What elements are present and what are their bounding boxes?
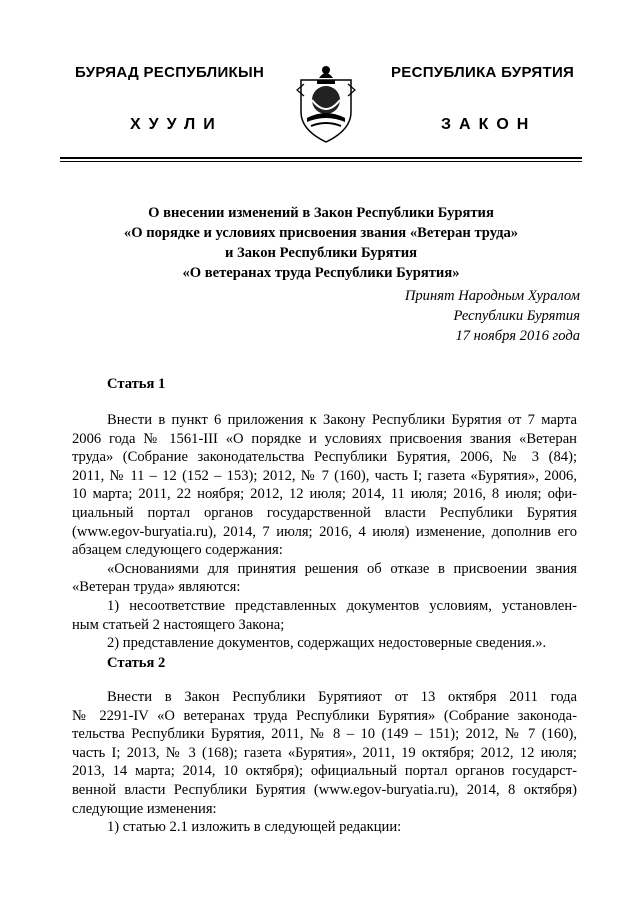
adoption-line: 17 ноября 2016 года bbox=[455, 328, 580, 344]
article-2-heading: Статья 2 bbox=[107, 655, 166, 671]
text-line: Внести в Закон Республики Бурятияот от 13 октября 2011 года bbox=[107, 689, 577, 705]
text-line: абзацем следующего содержания: bbox=[72, 542, 283, 559]
header-left-republic: БУРЯАД РЕСПУБЛИКЫН bbox=[75, 64, 265, 81]
title-line: «О порядке и условиях присвоения звания «Ветеран труда» bbox=[123, 225, 519, 241]
text-line: 2006 года № 1561-III «О порядке и условиях присвоения звания «Ветеран bbox=[72, 430, 577, 447]
law-title bbox=[60, 203, 582, 283]
article-2-body bbox=[72, 688, 577, 837]
text-line: Внести в пункт 6 приложения к Закону Республики Бурятия от 7 марта bbox=[107, 412, 577, 428]
text-line: № 2291-IV «О ветеранах труда Республики Бурятия» (Собрание законода- bbox=[72, 707, 577, 724]
header-left-law: ХУУЛИ bbox=[130, 116, 223, 133]
header-divider-thin bbox=[60, 161, 582, 162]
text-line: 2013, 14 марта; 2014, 10 октября); официальный портал органов государст- bbox=[72, 763, 577, 780]
text-line: труда» (Собрание законодательства Республики Бурятия, 2006, № 3 (84); bbox=[72, 449, 577, 466]
article-1-heading: Статья 1 bbox=[107, 376, 166, 392]
adoption-note bbox=[405, 286, 580, 346]
text-line: 1) несоответствие представленных документов условиям, установлен- bbox=[107, 597, 577, 614]
title-line: и Закон Республики Бурятия bbox=[224, 245, 418, 261]
header-right-law: ЗАКОН bbox=[441, 116, 537, 133]
adoption-line: Принят Народным Хуралом bbox=[404, 288, 580, 304]
text-line: 10 марта; 2011, 22 ноября; 2012, 12 июля; 2014, 11 июля; 2016, 8 июля; офи- bbox=[72, 486, 577, 503]
text-line: «Основаниями для принятия решения об отказе в присвоении звания bbox=[107, 560, 577, 577]
text-line: 1) статью 2.1 изложить в следующей редакции: bbox=[107, 819, 402, 836]
text-line: циальный портал органов государственной власти Республики Бурятия bbox=[72, 504, 577, 521]
text-line: часть I; 2013, № 3 (168); газета «Бурятия», 2011, 19 октября; 2012, 12 июля; bbox=[72, 744, 577, 761]
text-line: 2) представление документов, содержащих недостоверные сведения.». bbox=[107, 635, 547, 652]
text-line: следующие изменения: bbox=[72, 800, 217, 817]
article-1-body bbox=[72, 411, 577, 653]
adoption-line: Республики Бурятия bbox=[453, 308, 580, 324]
text-line: тельства Республики Бурятия, 2011, № 8 – 10 (149 – 151); 2012, № 7 (160), bbox=[72, 726, 577, 743]
text-line: венной власти Республики Бурятия (www.egov-buryatia.ru), 2014, 8 октября) bbox=[72, 781, 577, 798]
header-divider-thick bbox=[60, 157, 582, 159]
coat-of-arms-icon bbox=[295, 60, 357, 144]
text-line: «Ветеран труда» являются: bbox=[72, 579, 241, 596]
text-line: 2011, № 11 – 12 (152 – 153); 2012, № 7 (160), часть I; газета «Бурятия», 2006, bbox=[72, 467, 577, 484]
title-line: «О ветеранах труда Республики Бурятия» bbox=[182, 265, 460, 281]
text-line: ным статьей 2 настоящего Закона; bbox=[72, 616, 285, 633]
header-right-republic: РЕСПУБЛИКА БУРЯТИЯ bbox=[391, 64, 575, 81]
text-line: (www.egov-buryatia.ru), 2014, 7 июля; 2016, 4 июля) изменение, дополнив его bbox=[72, 523, 577, 540]
title-line: О внесении изменений в Закон Республики Бурятия bbox=[148, 205, 494, 221]
